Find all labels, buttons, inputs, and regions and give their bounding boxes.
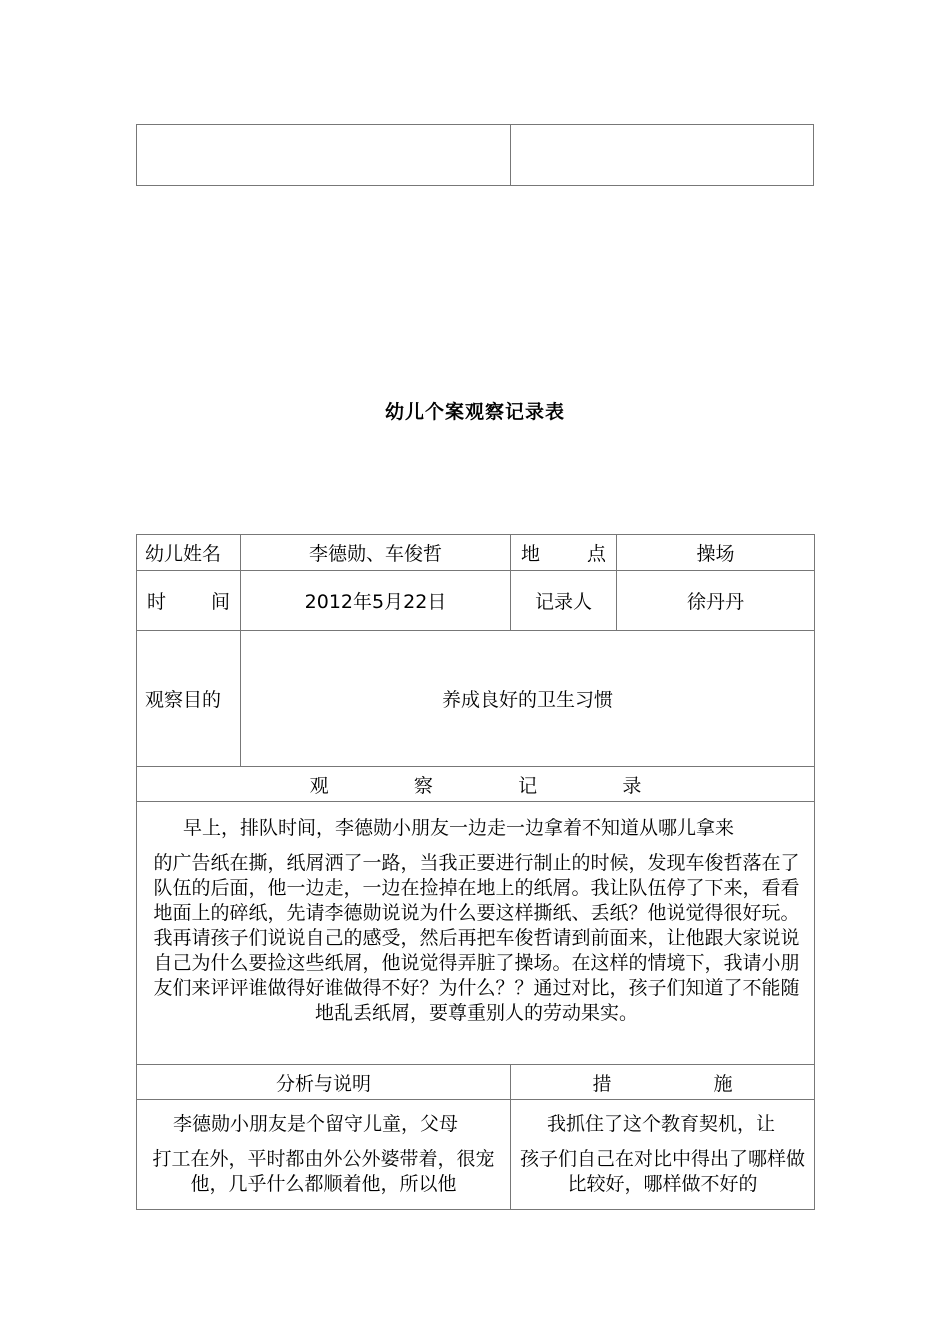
observation-text [137, 802, 814, 1032]
date-value-cell [241, 571, 511, 631]
purpose-value-cell [241, 631, 815, 767]
measures-heading-char-2: 施 [713, 1072, 733, 1095]
observation-heading [137, 771, 814, 798]
time-label-char-1: 时 [147, 591, 167, 613]
time-label [137, 587, 240, 614]
child-name-value: 李德勋、车俊哲 [308, 543, 442, 565]
measures-rest-text: 孩子们自己在对比中得出了哪样做比较好，哪样做不好的 [519, 1148, 805, 1195]
analysis-heading-cell [137, 1065, 511, 1100]
date-day-unit: 日 [427, 591, 447, 613]
measures-heading [593, 1069, 733, 1096]
measures-body-cell [511, 1100, 815, 1210]
recorder-value-cell [617, 571, 815, 631]
analysis-first-line: 李德勋小朋友是个留守儿童，父母 [173, 1113, 459, 1135]
recorder-label-cell [511, 571, 617, 631]
place-label-cell [511, 535, 617, 571]
date-year-unit: 年 [353, 591, 373, 613]
date-month: 5 [372, 591, 385, 613]
top-blank-table [136, 124, 814, 186]
recorder-label: 记录人 [534, 591, 592, 613]
date-day: 22 [403, 591, 428, 613]
child-name-label-cell [137, 535, 241, 571]
time-label-cell [137, 571, 241, 631]
observation-heading-char-4: 录 [622, 774, 642, 797]
purpose-value: 养成良好的卫生习惯 [441, 689, 613, 711]
observation-first-line: 早上，排队时间，李德勋小朋友一边走一边拿着不知道从哪儿拿来 [183, 817, 735, 839]
date-month-unit: 月 [384, 591, 404, 613]
observation-record-table [136, 534, 815, 1210]
child-name-value-cell [241, 535, 511, 571]
observation-heading-char-3: 记 [518, 774, 538, 797]
observation-heading-char-1: 观 [309, 774, 329, 797]
purpose-label: 观察目的 [145, 689, 222, 711]
top-blank-cell-left [137, 125, 511, 186]
analysis-text [137, 1100, 510, 1201]
observation-heading-cell [137, 767, 815, 802]
analysis-heading: 分析与说明 [275, 1072, 371, 1095]
date-year: 2012 [304, 591, 354, 613]
child-name-label: 幼儿姓名 [145, 543, 222, 565]
top-blank-cell-right [511, 125, 814, 186]
place-label-char-1: 地 [521, 543, 541, 565]
recorder-value: 徐丹丹 [686, 591, 744, 613]
time-label-char-2: 间 [210, 591, 230, 613]
place-label [511, 539, 616, 566]
measures-first-line: 我抓住了这个教育契机，让 [547, 1113, 776, 1135]
observation-rest-text: 的广告纸在撕，纸屑洒了一路，当我正要进行制止的时候，发现车俊哲落在了队伍的后面，他一边走，一边在捡掉在地上的纸屑。我让队伍停了下来，看看地面上的碎纸，先请李德勋说说为什么要这样撕纸、丢纸？他说觉得很好玩。我再请孩子们说说自己的感受，然后再把车俊哲请到前面来，让他跟大家说说自己为什么要捡这些纸屑，他说觉得弄脏了操场。在这样的情境下，我请小朋友们来评评谁做得好谁做得不好？为什么？？通过对比，孩子们知道了不能随地乱丢纸屑，要尊重别人的劳动果实。 [153, 852, 800, 1024]
purpose-label-cell [137, 631, 241, 767]
measures-text [511, 1100, 814, 1201]
date-value [241, 587, 510, 614]
observation-heading-char-2: 察 [413, 774, 433, 797]
observation-body-cell [137, 802, 815, 1065]
analysis-rest-text: 打工在外，平时都由外公外婆带着，很宠他，几乎什么都顺着他，所以他 [152, 1148, 495, 1195]
page-title: 幼儿个案观察记录表 [384, 401, 565, 423]
measures-heading-cell [511, 1065, 815, 1100]
place-label-char-2: 点 [586, 543, 606, 565]
analysis-body-cell [137, 1100, 511, 1210]
place-value: 操场 [696, 543, 735, 565]
measures-heading-char-1: 措 [592, 1072, 612, 1095]
place-value-cell [617, 535, 815, 571]
